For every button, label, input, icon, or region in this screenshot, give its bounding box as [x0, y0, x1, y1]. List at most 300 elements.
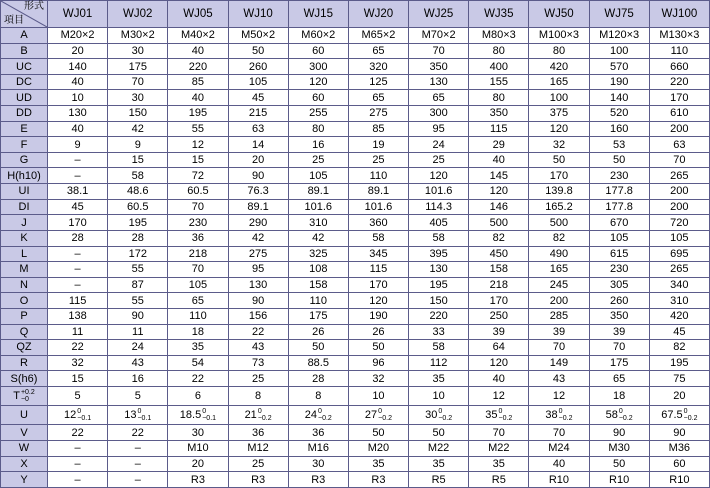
table-cell: 70: [108, 74, 168, 90]
table-cell: –: [108, 472, 168, 488]
table-cell: 95: [409, 121, 469, 137]
table-cell: 350: [589, 308, 649, 324]
table-cell: 85: [168, 74, 228, 90]
table-cell: 35: [409, 371, 469, 387]
table-cell: 140: [589, 90, 649, 106]
table-cell: 19: [348, 137, 408, 153]
table-cell: 22: [48, 340, 108, 356]
table-cell: 40: [48, 121, 108, 137]
table-cell: 100: [529, 90, 589, 106]
table-cell: 82: [649, 340, 709, 356]
column-header: WJ35: [469, 1, 529, 28]
table-cell: 35: [469, 456, 529, 472]
table-cell: 89.1: [288, 184, 348, 200]
table-cell: 22: [48, 425, 108, 441]
table-cell: 285: [529, 308, 589, 324]
table-cell: 218: [168, 246, 228, 262]
tolerance-base: 21: [244, 408, 257, 421]
table-cell: 275: [228, 246, 288, 262]
table-cell: –: [48, 262, 108, 278]
table-cell: [48, 406, 108, 425]
table-cell: 345: [348, 246, 408, 262]
table-cell: 170: [348, 277, 408, 293]
table-cell: 70: [409, 43, 469, 59]
table-cell: 35: [168, 340, 228, 356]
table-cell: 29: [469, 137, 529, 153]
table-row: [1, 441, 710, 457]
table-row: [1, 230, 710, 246]
row-label: S(h6): [1, 371, 48, 387]
table-cell: 65: [168, 293, 228, 309]
table-cell: 165: [529, 74, 589, 90]
table-cell: 260: [228, 59, 288, 75]
table-cell: 12: [529, 387, 589, 406]
table-cell: –: [48, 277, 108, 293]
tolerance-value: [124, 408, 151, 423]
table-cell: 9: [108, 137, 168, 153]
table-cell: 48.6: [108, 184, 168, 200]
table-cell: 18: [168, 324, 228, 340]
tolerance-base: 35: [485, 408, 498, 421]
tolerance-stack: [559, 408, 573, 423]
row-label: G: [1, 152, 48, 168]
table-cell: 70: [529, 340, 589, 356]
table-cell: –: [48, 472, 108, 488]
table-cell: 105: [288, 168, 348, 184]
tolerance-stack: [499, 408, 513, 423]
table-cell: M60×2: [288, 28, 348, 44]
table-cell: 95: [228, 262, 288, 278]
table-cell: 10: [409, 387, 469, 406]
table-cell: M22: [469, 441, 529, 457]
table-cell: 200: [649, 184, 709, 200]
table-cell: 50: [589, 152, 649, 168]
row-label: M: [1, 262, 48, 278]
tolerance-upper: 0: [378, 407, 383, 415]
row-label: K: [1, 230, 48, 246]
table-cell: 54: [168, 355, 228, 371]
table-cell: 115: [348, 262, 408, 278]
table-cell: M20: [348, 441, 408, 457]
table-cell: 130: [228, 277, 288, 293]
tolerance-value: [485, 408, 512, 423]
table-cell: M65×2: [348, 28, 408, 44]
tolerance-value: [661, 408, 697, 423]
table-cell: 89.1: [348, 184, 408, 200]
table-cell: 160: [589, 121, 649, 137]
table-row: [1, 456, 710, 472]
table-cell: [649, 406, 709, 425]
table-cell: 64: [469, 340, 529, 356]
table-cell: 125: [348, 74, 408, 90]
table-cell: 6: [168, 387, 228, 406]
tolerance-stack: [619, 408, 633, 423]
table-cell: 90: [228, 293, 288, 309]
row-label: R: [1, 355, 48, 371]
table-cell: 35: [409, 456, 469, 472]
tolerance-lower: −0.2: [498, 415, 513, 423]
table-cell: M24: [529, 441, 589, 457]
table-cell: 72: [168, 168, 228, 184]
tolerance-stack: [258, 408, 272, 423]
table-cell: 300: [288, 59, 348, 75]
table-cell: –: [48, 152, 108, 168]
table-cell: 360: [348, 215, 408, 231]
table-cell: 12: [168, 137, 228, 153]
table-cell: 230: [168, 215, 228, 231]
table-cell: R3: [228, 472, 288, 488]
table-cell: 18: [589, 387, 649, 406]
table-cell: 265: [649, 262, 709, 278]
table-cell: 65: [409, 90, 469, 106]
tolerance-stack: [77, 408, 91, 423]
table-cell: 24: [409, 137, 469, 153]
table-cell: 310: [649, 293, 709, 309]
table-cell: 35: [348, 456, 408, 472]
tolerance-value: [425, 408, 452, 423]
table-cell: 25: [228, 456, 288, 472]
column-header: WJ50: [529, 1, 589, 28]
table-row: [1, 340, 710, 356]
tolerance-stack: [137, 408, 151, 423]
row-label: J: [1, 215, 48, 231]
table-row: [1, 262, 710, 278]
tolerance-upper: 0: [438, 407, 443, 415]
tolerance-upper: 0: [317, 407, 322, 415]
table-cell: [228, 406, 288, 425]
table-cell: 65: [589, 371, 649, 387]
tolerance-upper: 0: [202, 407, 207, 415]
table-cell: 300: [409, 106, 469, 122]
table-cell: 220: [409, 308, 469, 324]
table-cell: 25: [348, 152, 408, 168]
tolerance-upper: 0: [498, 407, 503, 415]
table-cell: 720: [649, 215, 709, 231]
table-cell: 375: [529, 106, 589, 122]
tolerance-stack: [378, 408, 392, 423]
table-header-row: [1, 1, 710, 28]
table-cell: 20: [228, 152, 288, 168]
table-cell: 195: [168, 106, 228, 122]
table-cell: 450: [469, 246, 529, 262]
table-cell: R10: [649, 472, 709, 488]
table-cell: 220: [649, 74, 709, 90]
column-header: WJ100: [649, 1, 709, 28]
table-cell: [288, 406, 348, 425]
row-label: W: [1, 441, 48, 457]
table-cell: [168, 406, 228, 425]
tolerance-upper: +0.2: [20, 388, 35, 396]
table-row: [1, 215, 710, 231]
column-header: WJ02: [108, 1, 168, 28]
tolerance-value: [545, 408, 572, 423]
table-cell: 25: [228, 371, 288, 387]
row-label: A: [1, 28, 48, 44]
table-cell: 120: [469, 184, 529, 200]
table-cell: 200: [529, 293, 589, 309]
table-cell: M70×2: [409, 28, 469, 44]
table-cell: 175: [589, 355, 649, 371]
table-body: [1, 1, 710, 488]
table-cell: 265: [649, 168, 709, 184]
tolerance-base: 13: [124, 408, 137, 421]
table-cell: 130: [409, 262, 469, 278]
table-cell: 20: [168, 456, 228, 472]
tolerance-stack: [438, 408, 452, 423]
table-row: [1, 152, 710, 168]
table-row: [1, 137, 710, 153]
tolerance-value: [606, 408, 633, 423]
table-cell: 20: [649, 387, 709, 406]
row-label: H(h10): [1, 168, 48, 184]
table-cell: M80×3: [469, 28, 529, 44]
tolerance-upper: 0: [558, 407, 563, 415]
table-cell: 25: [409, 152, 469, 168]
table-row: [1, 184, 710, 200]
row-label: QZ: [1, 340, 48, 356]
row-label: [1, 387, 48, 406]
row-label-base: T: [13, 389, 20, 402]
tolerance-base: 67.5: [661, 408, 683, 421]
tolerance-upper: 0: [683, 407, 688, 415]
table-cell: 65: [348, 90, 408, 106]
table-row: [1, 406, 710, 425]
table-cell: 15: [48, 371, 108, 387]
table-cell: 615: [589, 246, 649, 262]
table-cell: 90: [589, 425, 649, 441]
table-cell: 22: [108, 425, 168, 441]
column-header: WJ20: [348, 1, 408, 28]
row-label: DC: [1, 74, 48, 90]
tolerance-base: 18.5: [179, 408, 202, 421]
table-row: [1, 59, 710, 75]
table-cell: 63: [649, 137, 709, 153]
table-cell: 170: [48, 215, 108, 231]
table-cell: 570: [589, 59, 649, 75]
corner-label-item: 項目: [4, 15, 24, 26]
table-cell: 400: [469, 59, 529, 75]
tolerance-value: [305, 408, 332, 423]
table-row: [1, 277, 710, 293]
table-cell: 130: [409, 74, 469, 90]
table-cell: 350: [409, 59, 469, 75]
table-cell: 120: [469, 355, 529, 371]
table-cell: 30: [168, 425, 228, 441]
table-cell: R10: [589, 472, 649, 488]
table-cell: M16: [288, 441, 348, 457]
tolerance-lower: −0.2: [438, 415, 453, 423]
table-cell: 215: [228, 106, 288, 122]
table-cell: 305: [589, 277, 649, 293]
table-cell: 395: [409, 246, 469, 262]
table-cell: 82: [529, 230, 589, 246]
table-cell: 32: [348, 371, 408, 387]
table-cell: 22: [228, 324, 288, 340]
table-cell: 120: [529, 121, 589, 137]
table-cell: 15: [168, 152, 228, 168]
table-cell: 110: [348, 168, 408, 184]
tolerance-upper: 0: [137, 407, 142, 415]
table-cell: 12: [469, 387, 529, 406]
table-cell: 36: [168, 230, 228, 246]
tolerance-stack: [202, 408, 216, 423]
table-cell: M30: [589, 441, 649, 457]
table-cell: 101.6: [288, 199, 348, 215]
table-cell: 36: [228, 425, 288, 441]
table-cell: 149: [529, 355, 589, 371]
table-cell: 90: [108, 308, 168, 324]
tolerance-lower: −0: [20, 396, 29, 404]
table-cell: 43: [228, 340, 288, 356]
table-cell: 50: [228, 43, 288, 59]
table-cell: 39: [529, 324, 589, 340]
table-cell: 8: [288, 387, 348, 406]
row-label: E: [1, 121, 48, 137]
table-cell: 175: [288, 308, 348, 324]
table-cell: 170: [469, 293, 529, 309]
table-cell: 101.6: [348, 199, 408, 215]
table-cell: 38.1: [48, 184, 108, 200]
table-row: [1, 324, 710, 340]
table-cell: 32: [48, 355, 108, 371]
table-row: [1, 308, 710, 324]
table-cell: R5: [469, 472, 529, 488]
table-cell: 80: [529, 43, 589, 59]
table-cell: M50×2: [228, 28, 288, 44]
table-cell: [469, 406, 529, 425]
table-cell: 115: [469, 121, 529, 137]
table-cell: 50: [409, 425, 469, 441]
table-cell: 220: [168, 59, 228, 75]
table-cell: 110: [649, 43, 709, 59]
table-cell: 16: [108, 371, 168, 387]
table-cell: 55: [108, 262, 168, 278]
table-cell: 60: [288, 43, 348, 59]
tolerance-lower: −0.1: [202, 415, 217, 423]
tolerance-base: 38: [545, 408, 558, 421]
table-cell: M10: [168, 441, 228, 457]
table-cell: 80: [288, 121, 348, 137]
table-cell: 42: [288, 230, 348, 246]
table-cell: 165.2: [529, 199, 589, 215]
table-cell: 58: [348, 230, 408, 246]
table-cell: [348, 406, 408, 425]
table-cell: 150: [108, 106, 168, 122]
table-cell: 70: [168, 262, 228, 278]
column-header: WJ01: [48, 1, 108, 28]
table-cell: 33: [409, 324, 469, 340]
row-label: F: [1, 137, 48, 153]
table-cell: 87: [108, 277, 168, 293]
table-cell: 10: [348, 387, 408, 406]
table-cell: M36: [649, 441, 709, 457]
table-cell: 190: [348, 308, 408, 324]
table-cell: 170: [649, 90, 709, 106]
table-cell: 36: [288, 425, 348, 441]
row-label: L: [1, 246, 48, 262]
tolerance-upper: 0: [257, 407, 262, 415]
tolerance-value: [365, 408, 392, 423]
table-cell: 275: [348, 106, 408, 122]
table-cell: 138: [48, 308, 108, 324]
tolerance-lower: −0.2: [618, 415, 633, 423]
table-cell: 70: [589, 340, 649, 356]
table-cell: 520: [589, 106, 649, 122]
tolerance-lower: −0.2: [558, 415, 573, 423]
table-cell: 73: [228, 355, 288, 371]
table-cell: 260: [589, 293, 649, 309]
table-cell: 105: [589, 230, 649, 246]
table-cell: [108, 406, 168, 425]
table-cell: 40: [529, 456, 589, 472]
table-cell: 30: [108, 43, 168, 59]
table-cell: 11: [108, 324, 168, 340]
table-cell: [529, 406, 589, 425]
tolerance-upper: 0: [77, 407, 82, 415]
table-cell: 120: [348, 293, 408, 309]
table-cell: 145: [469, 168, 529, 184]
table-cell: 26: [348, 324, 408, 340]
table-cell: 158: [288, 277, 348, 293]
table-cell: 670: [589, 215, 649, 231]
table-row: [1, 199, 710, 215]
table-cell: 70: [649, 152, 709, 168]
table-cell: 158: [469, 262, 529, 278]
corner-label-format: 形式: [24, 1, 44, 12]
table-cell: 45: [228, 90, 288, 106]
table-cell: 90: [649, 425, 709, 441]
tolerance-value: [64, 408, 91, 423]
table-row: [1, 387, 710, 406]
row-label: N: [1, 277, 48, 293]
table-cell: 8: [228, 387, 288, 406]
table-cell: –: [48, 168, 108, 184]
table-cell: 42: [228, 230, 288, 246]
table-cell: 114.3: [409, 199, 469, 215]
table-cell: 100: [589, 43, 649, 59]
table-cell: 22: [168, 371, 228, 387]
tolerance-lower: −0.2: [257, 415, 272, 423]
table-cell: 50: [589, 456, 649, 472]
table-row: [1, 293, 710, 309]
table-row: [1, 425, 710, 441]
table-cell: 55: [108, 293, 168, 309]
table-cell: M130×3: [649, 28, 709, 44]
table-cell: 195: [649, 355, 709, 371]
column-header: WJ15: [288, 1, 348, 28]
table-row: [1, 106, 710, 122]
table-cell: 14: [228, 137, 288, 153]
table-cell: 290: [228, 215, 288, 231]
table-cell: 218: [469, 277, 529, 293]
table-cell: –: [108, 441, 168, 457]
table-cell: 245: [529, 277, 589, 293]
table-cell: 200: [649, 121, 709, 137]
table-cell: 80: [469, 43, 529, 59]
table-cell: 325: [288, 246, 348, 262]
table-cell: 63: [228, 121, 288, 137]
table-cell: 43: [108, 355, 168, 371]
table-cell: 25: [288, 152, 348, 168]
table-cell: [589, 406, 649, 425]
table-cell: 28: [288, 371, 348, 387]
table-cell: 40: [469, 152, 529, 168]
tolerance-stack: [684, 408, 698, 423]
table-cell: 70: [529, 425, 589, 441]
tolerance-base: 27: [364, 408, 378, 421]
table-cell: 70: [469, 425, 529, 441]
table-cell: M12: [228, 441, 288, 457]
